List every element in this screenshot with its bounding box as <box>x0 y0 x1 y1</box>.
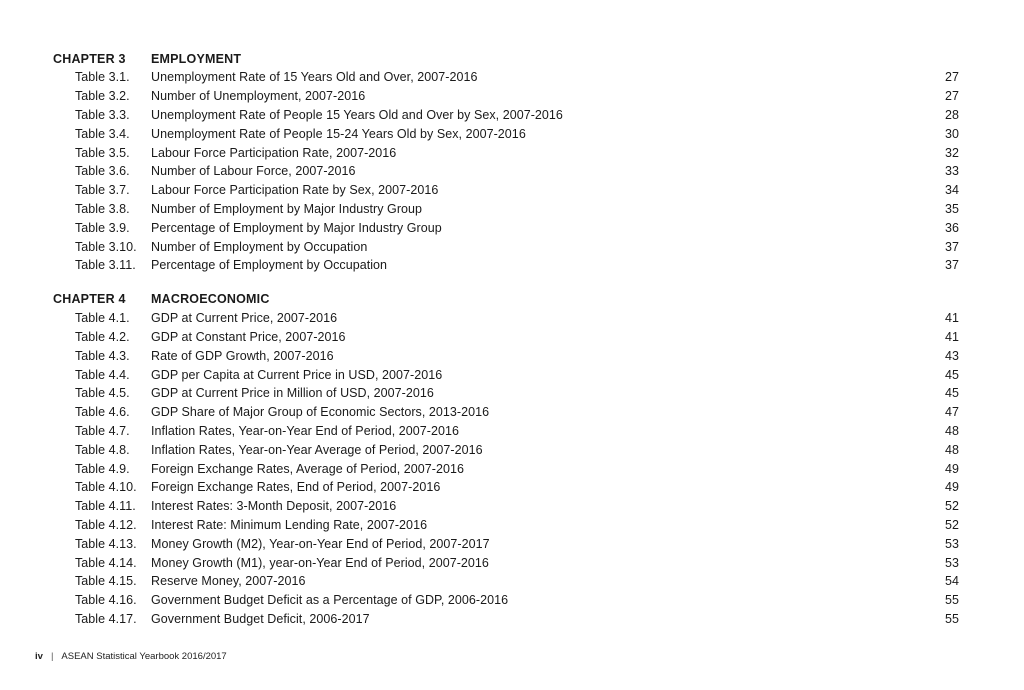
toc-entry-title: Reserve Money, 2007-2016 <box>151 574 306 589</box>
toc-entry-page: 48 <box>944 423 959 438</box>
footer-publication-title: ASEAN Statistical Yearbook 2016/2017 <box>61 651 227 662</box>
toc-entry-number: Table 4.15. <box>75 574 137 589</box>
toc-entry-page: 35 <box>944 201 959 216</box>
toc-entry-page: 30 <box>944 126 959 141</box>
chapter-label: CHAPTER 3 <box>53 51 126 66</box>
chapter-heading <box>53 290 959 309</box>
toc-entry-title: Number of Employment by Major Industry Group <box>151 201 423 216</box>
toc-entry-title: GDP at Current Price, 2007-2016 <box>151 311 338 326</box>
toc-entry-page: 37 <box>944 258 959 273</box>
page-footer <box>35 651 227 662</box>
toc-entry[interactable] <box>53 218 959 237</box>
toc-entry[interactable] <box>53 459 959 478</box>
toc-entry-page: 48 <box>944 442 959 457</box>
toc-entry-number: Table 4.14. <box>75 555 137 570</box>
toc-entry-page: 53 <box>944 555 959 570</box>
toc-entry-number: Table 3.6. <box>75 164 130 179</box>
toc-entry-number: Table 3.10. <box>75 239 137 254</box>
toc-entry[interactable] <box>53 365 959 384</box>
toc-entry-title: Interest Rates: 3-Month Deposit, 2007-2016 <box>151 499 397 514</box>
toc-entry-page: 36 <box>944 220 959 235</box>
chapter-heading <box>53 49 959 68</box>
toc-entry-number: Table 4.16. <box>75 593 137 608</box>
toc-entry-page: 53 <box>944 536 959 551</box>
toc-entry[interactable] <box>53 384 959 403</box>
toc-entry-number: Table 3.1. <box>75 70 130 85</box>
table-of-contents <box>53 49 959 643</box>
toc-entry[interactable] <box>53 237 959 256</box>
toc-entry-number: Table 4.2. <box>75 329 130 344</box>
toc-entry-number: Table 4.8. <box>75 442 130 457</box>
footer-separator: | <box>50 651 54 662</box>
toc-entry-title: Money Growth (M2), Year-on-Year End of Period, 2007-2017 <box>151 536 490 551</box>
toc-entry[interactable] <box>53 309 959 328</box>
toc-entry-title: Foreign Exchange Rates, End of Period, 2007-2016 <box>151 480 441 495</box>
toc-entry-title: Number of Unemployment, 2007-2016 <box>151 89 366 104</box>
chapter-title: EMPLOYMENT <box>151 51 242 66</box>
toc-entry-page: 54 <box>944 574 959 589</box>
toc-entry-number: Table 4.3. <box>75 348 130 363</box>
toc-entry[interactable] <box>53 403 959 422</box>
chapter-section <box>53 290 959 629</box>
toc-entry-page: 47 <box>944 405 959 420</box>
toc-entry-page: 45 <box>944 367 959 382</box>
toc-entry-title: Number of Labour Force, 2007-2016 <box>151 164 356 179</box>
toc-entry-page: 52 <box>944 517 959 532</box>
toc-entry-page: 45 <box>944 386 959 401</box>
toc-entry-title: Rate of GDP Growth, 2007-2016 <box>151 348 334 363</box>
toc-entry-number: Table 4.12. <box>75 517 137 532</box>
toc-entry-number: Table 4.1. <box>75 311 130 326</box>
toc-entry[interactable] <box>53 516 959 535</box>
toc-entry-title: Labour Force Participation Rate, 2007-2016 <box>151 145 397 160</box>
toc-entry-title: Money Growth (M1), year-on-Year End of Period, 2007-2016 <box>151 555 489 570</box>
toc-entry-title: Labour Force Participation Rate by Sex, 2007-2016 <box>151 183 439 198</box>
toc-entry[interactable] <box>53 422 959 441</box>
toc-entry-page: 55 <box>944 611 959 626</box>
toc-entry[interactable] <box>53 143 959 162</box>
toc-entry-page: 43 <box>944 348 959 363</box>
toc-entry-title: Government Budget Deficit, 2006-2017 <box>151 611 370 626</box>
toc-entry-number: Table 4.4. <box>75 367 130 382</box>
toc-entry-page: 41 <box>944 311 959 326</box>
toc-entry[interactable] <box>53 572 959 591</box>
toc-entry-number: Table 4.13. <box>75 536 137 551</box>
toc-entry-title: Unemployment Rate of People 15-24 Years Old by Sex, 2007-2016 <box>151 126 526 141</box>
toc-entry-number: Table 4.7. <box>75 423 130 438</box>
toc-entry[interactable] <box>53 610 959 629</box>
toc-entry[interactable] <box>53 553 959 572</box>
toc-entry-number: Table 3.9. <box>75 220 130 235</box>
toc-entry-title: Interest Rate: Minimum Lending Rate, 2007-2016 <box>151 517 428 532</box>
toc-entry-title: Inflation Rates, Year-on-Year End of Period, 2007-2016 <box>151 423 460 438</box>
toc-entry-number: Table 4.17. <box>75 611 137 626</box>
toc-entry-number: Table 3.2. <box>75 89 130 104</box>
chapter-label: CHAPTER 4 <box>53 292 126 307</box>
toc-entry-title: Inflation Rates, Year-on-Year Average of Period, 2007-2016 <box>151 442 483 457</box>
toc-entry[interactable] <box>53 106 959 125</box>
toc-entry[interactable] <box>53 328 959 347</box>
toc-entry-number: Table 4.6. <box>75 405 130 420</box>
chapter-section <box>53 49 959 275</box>
toc-entry-title: GDP at Current Price in Million of USD, 2007-2016 <box>151 386 434 401</box>
toc-entry-number: Table 3.3. <box>75 107 130 122</box>
toc-entry-title: Foreign Exchange Rates, Average of Period, 2007-2016 <box>151 461 464 476</box>
toc-entry-title: Unemployment Rate of 15 Years Old and Over, 2007-2016 <box>151 70 478 85</box>
toc-entry-page: 52 <box>944 499 959 514</box>
toc-entry-page: 32 <box>944 145 959 160</box>
toc-entry-page: 33 <box>944 164 959 179</box>
toc-entry[interactable] <box>53 497 959 516</box>
toc-entry-title: Percentage of Employment by Occupation <box>151 258 388 273</box>
toc-entry[interactable] <box>53 591 959 610</box>
toc-entry[interactable] <box>53 200 959 219</box>
toc-entry[interactable] <box>53 346 959 365</box>
toc-entry-page: 28 <box>944 107 959 122</box>
toc-entry-number: Table 4.9. <box>75 461 130 476</box>
toc-entry[interactable] <box>53 181 959 200</box>
chapter-entries <box>53 68 959 275</box>
toc-entry-title: Government Budget Deficit as a Percentage of GDP, 2006-2016 <box>151 593 509 608</box>
toc-entry-page: 27 <box>944 89 959 104</box>
toc-entry-number: Table 4.11. <box>75 499 136 514</box>
toc-entry-page: 49 <box>944 461 959 476</box>
toc-entry-number: Table 3.7. <box>75 183 130 198</box>
toc-entry-page: 41 <box>944 329 959 344</box>
toc-entry-number: Table 3.4. <box>75 126 130 141</box>
toc-entry[interactable] <box>53 478 959 497</box>
toc-entry-number: Table 3.8. <box>75 201 130 216</box>
toc-entry-page: 27 <box>944 70 959 85</box>
toc-entry[interactable] <box>53 534 959 553</box>
toc-entry-page: 49 <box>944 480 959 495</box>
toc-entry-number: Table 3.5. <box>75 145 130 160</box>
toc-entry[interactable] <box>53 68 959 87</box>
toc-entry-number: Table 3.11. <box>75 258 136 273</box>
toc-entry-number: Table 4.5. <box>75 386 130 401</box>
toc-entry-number: Table 4.10. <box>75 480 137 495</box>
toc-entry[interactable] <box>53 87 959 106</box>
toc-entry-title: GDP at Constant Price, 2007-2016 <box>151 329 346 344</box>
toc-entry-title: GDP Share of Major Group of Economic Sectors, 2013-2016 <box>151 405 490 420</box>
toc-entry[interactable] <box>53 162 959 181</box>
toc-entry[interactable] <box>53 256 959 275</box>
chapter-entries <box>53 309 959 629</box>
toc-entry-title: Percentage of Employment by Major Industry Group <box>151 220 442 235</box>
toc-entry-title: GDP per Capita at Current Price in USD, 2007-2016 <box>151 367 443 382</box>
chapter-title: MACROECONOMIC <box>151 292 270 307</box>
toc-entry-page: 55 <box>944 593 959 608</box>
toc-entry-title: Number of Employment by Occupation <box>151 239 368 254</box>
footer-page-number: iv <box>35 651 43 662</box>
toc-entry-page: 37 <box>944 239 959 254</box>
toc-entry[interactable] <box>53 440 959 459</box>
toc-entry-title: Unemployment Rate of People 15 Years Old and Over by Sex, 2007-2016 <box>151 107 563 122</box>
toc-entry-page: 34 <box>944 183 959 198</box>
toc-entry[interactable] <box>53 124 959 143</box>
